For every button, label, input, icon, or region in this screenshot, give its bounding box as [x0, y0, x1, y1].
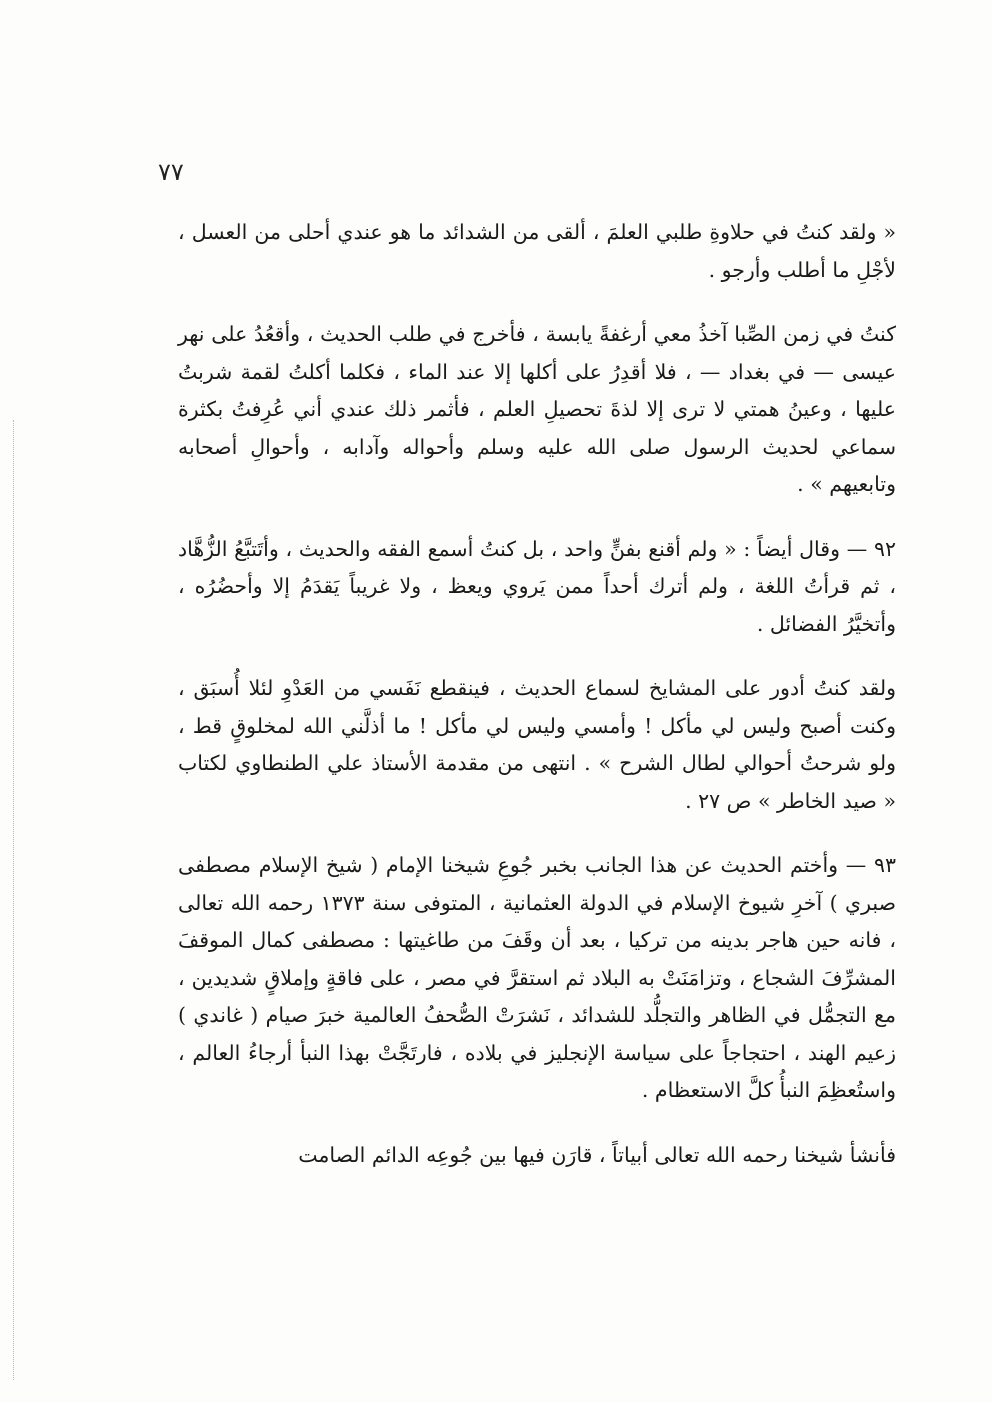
paragraph-childhood-study: كنتُ في زمن الصِّبا آخذُ معي أرغفةً يابسة ، فأخرج في طلب الحديث ، وأقعُدُ على نهر عيسى — في بغداد — ، فلا أقدِرُ على أكلها إلا عند الماء ، فكلما أكلتُ لقمة شربتُ عليها ، وعينُ همتي لا ترى إلا لذةَ تحصيلِ العلم ، فأثمر ذلك عندي أني عُرِفتُ بكثرة سماعي لحديث الرسول صلى الله عليه وسلم وأحواله وآدابه ، وأحوالِ أصحابه وتابعيهم » .	[178, 322, 896, 496]
paragraph-scholars-rounds: ولقد كنتُ أدور على المشايخ لسماع الحديث ، فينقطع نَفَسي من العَدْوِ لئلا أُسبَق ، وكنت أصبح وليس لي مأكل ! وأمسي وليس لي مأكل ! ما أذلَّني الله لمخلوقٍ قط ، ولو شرحتُ أحوالي لطال الشرح » . انتهى من مقدمة الأستاذ علي الطنطاوي لكتاب « صيد الخاطر » ص ٢٧ .	[178, 676, 896, 813]
body-text	[178, 214, 896, 1174]
paragraph-93: ٩٣ — وأختم الحديث عن هذا الجانب بخبر جُوعِ شيخنا الإمام ( شيخ الإسلام مصطفى صبري ) آخرِ شيوخ الإسلام في الدولة العثمانية ، المتوفى سنة ١٣٧٣ رحمه الله تعالى ، فانه حين هاجر بدينه من تركيا ، بعد أن وقَفَ من طاغيتها : مصطفى كمال الموقفَ المشرِّفَ الشجاع ، وتزامَنَتْ به البلاد ثم استقرَّ في مصر ، على فاقةٍ وإملاقٍ شديدين ، مع التجمُّل في الظاهر والتجلُّد للشدائد ، نَشرَتْ الصُّحفُ العالمية خبرَ صيام ( غاندي ) زعيم الهند ، احتجاجاً على سياسة الإنجليز في بلاده ، فارتَجَّتْ بهذا النبأ أرجاءُ العالم ، واستُعظِمَ النبأُ كلَّ الاستعظام .	[178, 853, 896, 1102]
paragraph-92: ٩٢ — وقال أيضاً : « ولم أقنع بفنٍّ واحد ، بل كنتُ أسمع الفقه والحديث ، وأتَتبَّعُ الزُّهَّاد ، ثم قرأتُ اللغة ، ولم أترك أحداً ممن يَروي ويعظ ، ولا غريباً يَقدَمُ إلا وأحضُرُه ، وأتخيَّرُ الفضائل .	[178, 536, 896, 636]
paragraph-quote-sweetness: « ولقد كنتُ في حلاوةِ طلبي العلمَ ، ألقى من الشدائد ما هو عندي أحلى من العسل ، لأجْلِ ما أطلب وأرجو .	[178, 220, 896, 282]
paragraph-poem-intro: فأنشأ شيخنا رحمه الله تعالى أبياتاً ، قارَن فيها بين جُوعِه الدائم الصامت	[298, 1142, 896, 1167]
scan-edge-rule	[13, 420, 14, 1380]
page-number: ٧٧	[158, 158, 184, 186]
